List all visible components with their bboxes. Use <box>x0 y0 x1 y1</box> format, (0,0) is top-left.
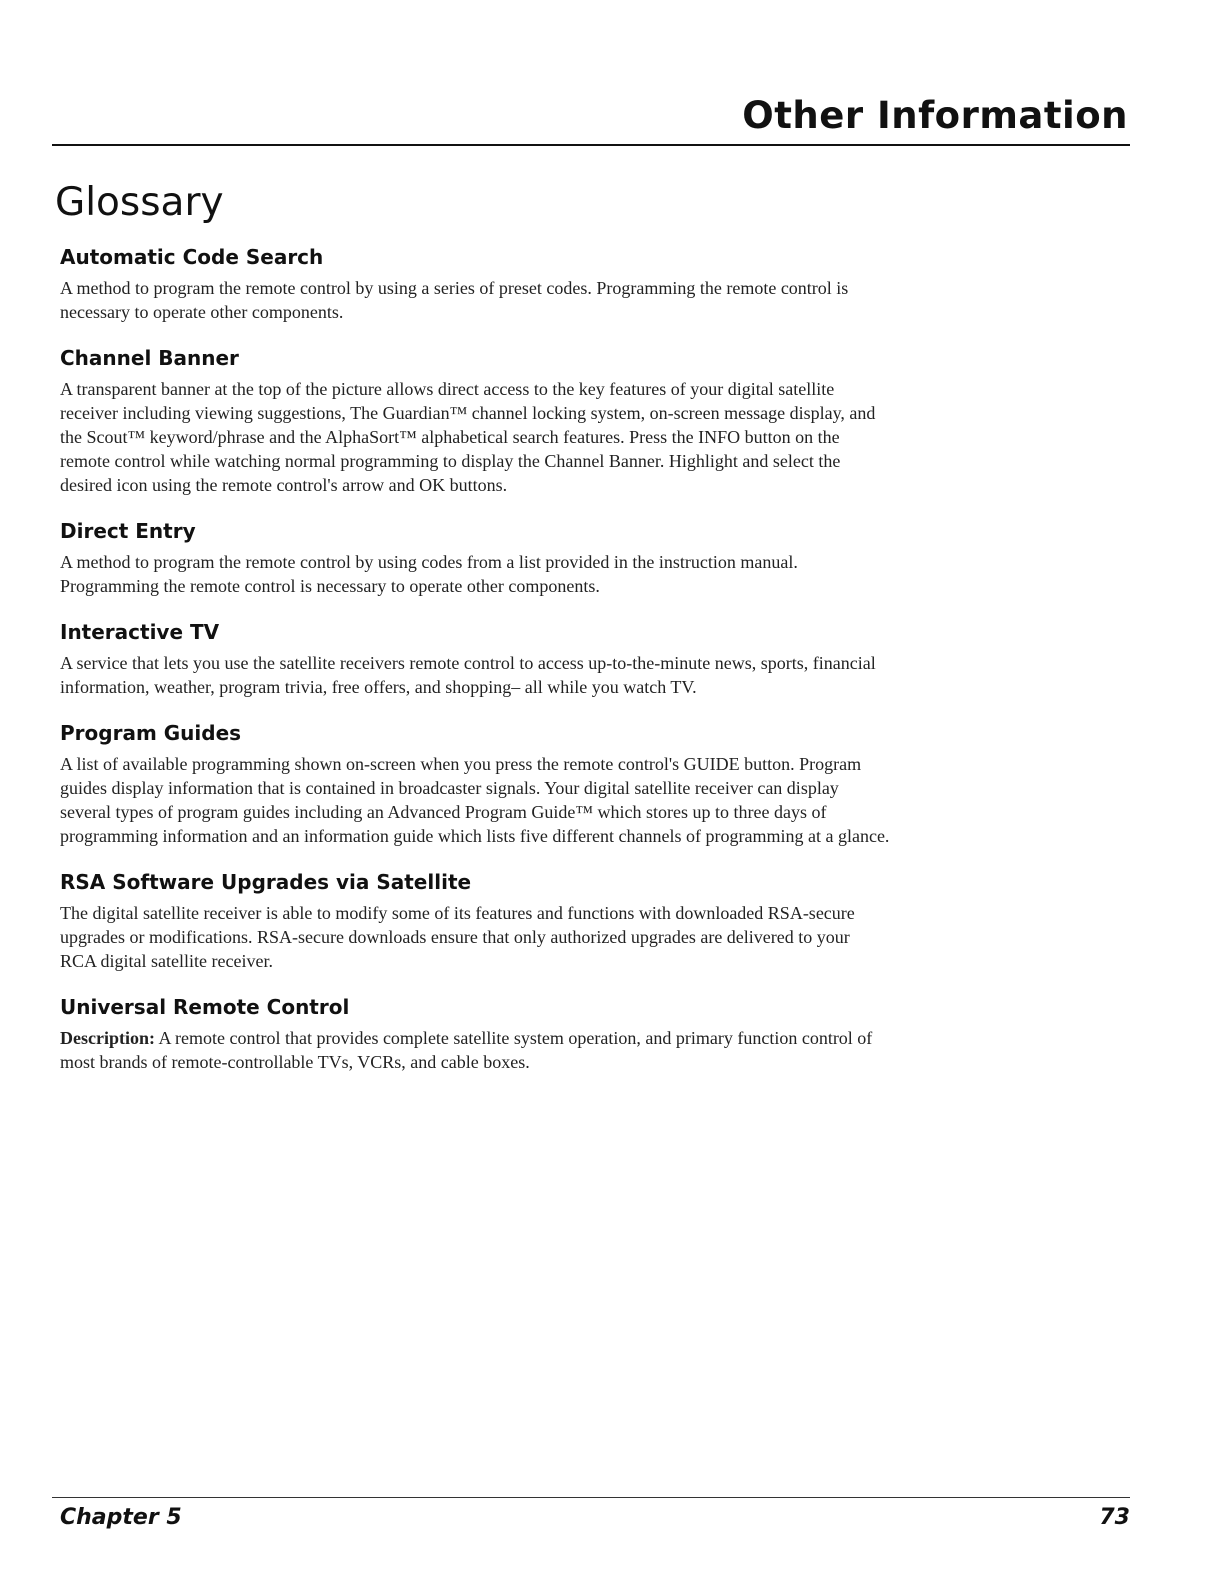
glossary-entry-automatic-code-search <box>60 243 890 324</box>
glossary-entry-universal-remote-control <box>60 993 890 1074</box>
page-number: 73 <box>1099 1505 1130 1530</box>
glossary-entry-rsa-software-upgrades <box>60 868 890 973</box>
glossary-term: Channel Banner <box>60 346 239 370</box>
glossary-term: Interactive TV <box>60 620 220 644</box>
glossary-definition-paragraph <box>60 1026 890 1074</box>
section-header: Other Information <box>742 94 1128 137</box>
header-rule <box>52 144 1130 146</box>
page-title: Glossary <box>55 180 224 225</box>
glossary-term: RSA Software Upgrades via Satellite <box>60 870 472 894</box>
definition-label: Description: <box>60 1028 155 1048</box>
glossary-definition: A service that lets you use the satellite receivers remote control to access up-to-the-minute news, sports, financial information, weather, program trivia, free offers, and shopping– all while you watch TV. <box>60 653 876 697</box>
glossary-definition: A remote control that provides complete satellite system operation, and primary function control of most brands of remote-controllable TVs, VCRs, and cable boxes. <box>60 1028 873 1072</box>
footer-rule <box>52 1497 1130 1498</box>
glossary-term: Automatic Code Search <box>60 245 324 269</box>
glossary-definition: A method to program the remote control by using codes from a list provided in the instruction manual. Programming the remote control is necessary to operate other components. <box>60 552 798 596</box>
glossary-entry-interactive-tv <box>60 618 890 699</box>
glossary-definition: A list of available programming shown on-screen when you press the remote control's GUIDE button. Program guides display information that is contained in broadcaster signals. Your digital satellite receiver can display several types of program guides including an Advanced Program Guide™ which stores up to three days of programming information and an information guide which lists five different channels of programming at a glance. <box>60 754 890 846</box>
glossary-entry-direct-entry <box>60 517 890 598</box>
glossary-definition: A method to program the remote control by using a series of preset codes. Programming the remote control is necessary to operate other components. <box>60 278 849 322</box>
glossary-term: Direct Entry <box>60 519 196 543</box>
glossary-entry-channel-banner <box>60 344 890 497</box>
glossary-term: Universal Remote Control <box>60 995 350 1019</box>
glossary-definition: The digital satellite receiver is able to modify some of its features and functions with downloaded RSA-secure upgrades or modifications. RSA-secure downloads ensure that only authorized upgrades are delivered to your RCA digital satellite receiver. <box>60 903 855 971</box>
glossary-entry-program-guides <box>60 719 890 848</box>
glossary-list <box>60 243 890 1094</box>
glossary-term: Program Guides <box>60 721 242 745</box>
glossary-definition: A transparent banner at the top of the picture allows direct access to the key features of your digital satellite receiver including viewing suggestions, The Guardian™ channel locking system, on-screen message display, and the Scout™ keyword/phrase and the AlphaSort™ alphabetical search features. Press the INFO button on the remote control while watching normal programming to display the Channel Banner. Highlight and select the desired icon using the remote control's arrow and OK buttons. <box>60 379 876 495</box>
footer-chapter: Chapter 5 <box>60 1505 182 1530</box>
